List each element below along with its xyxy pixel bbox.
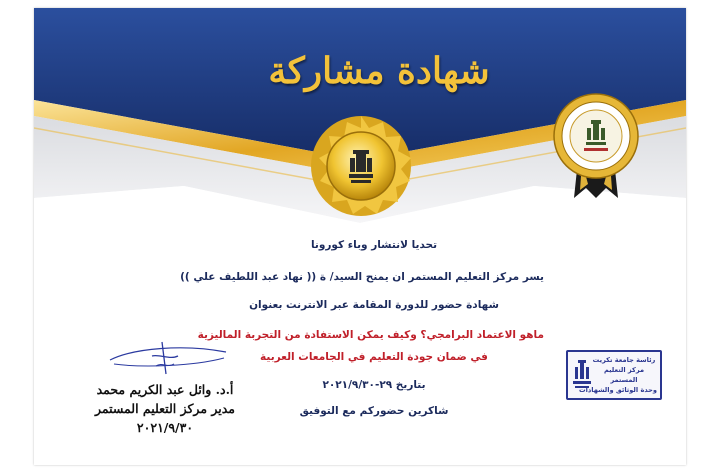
stamp-text [578,355,657,395]
university-seal-ribbon-icon [542,90,650,200]
thanks-line: شاكرين حضوركم مع التوفيق [299,405,449,417]
intro-line: تحديا لانتشار وباء كورونا [310,239,438,251]
stamp-line-4: وحدة الوثائق والشهادات [578,386,657,394]
signer-date: ٢٠٢١/٩/٣٠ [136,420,194,435]
stamp-line-3: المستمر [610,376,638,384]
stamp-line-1: رئاسة جامعة تكريت [592,356,656,364]
handwritten-signature [104,338,234,378]
signer-name: أ.د. وائل عبد الكريم محمد [96,382,234,397]
certificate-title: شهادة مشاركة [268,50,490,92]
course-topic-line-1: ماهو الاعتماد البرامجي؟ وكيف يمكن الاستفادة من التجربة الماليزية [197,329,544,341]
certificate [34,8,686,465]
signer-block [80,380,250,437]
gold-emblem-medal-icon [309,114,413,218]
course-topic-line-2: في ضمان جودة التعليم في الجامعات العربية [260,351,488,363]
stamp-line-2: مركز التعليم [603,366,645,374]
date-line: بتاريخ ٢٩-٢٠٢١/٩/٣٠ [322,379,426,391]
grant-line: يسر مركز التعليم المستمر ان يمنح السيد/ ة (( نهاد عبد اللطيف علي )) [180,271,544,283]
official-stamp [566,350,662,400]
signer-role: مدير مركز التعليم المستمر [95,401,235,416]
attendance-line: شهادة حضور للدورة المقامة عبر الانترنت بعنوان [249,299,499,311]
